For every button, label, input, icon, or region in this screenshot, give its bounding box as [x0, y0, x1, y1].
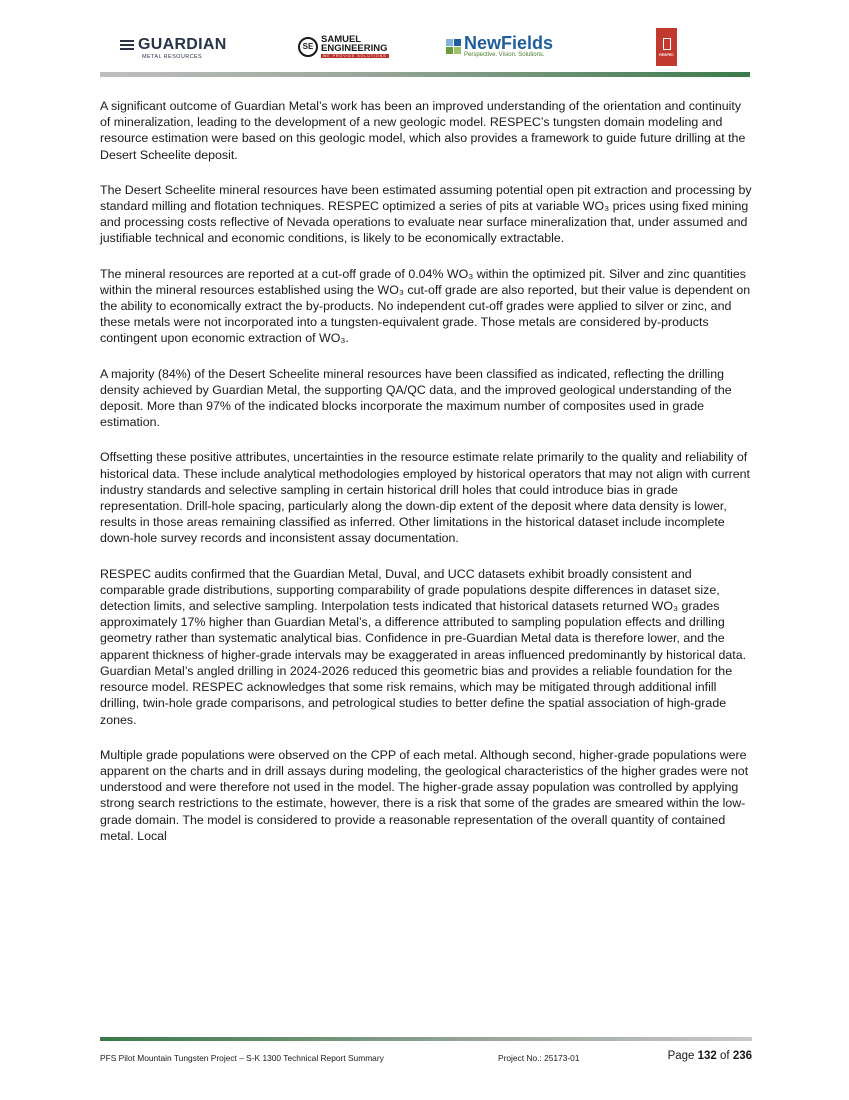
page-word: Page	[667, 1050, 695, 1062]
paragraph: A significant outcome of Guardian Metal’s work has been an improved understanding of the orientation and continuity of mineralization, leading to the development of a new geologic model. RESPEC’s tungsten domain modeling and resource estimation were based on this geologic model, which also provides a framework to guide future drilling at the Desert Scheelite deposit.	[100, 99, 746, 162]
respec-logo	[656, 28, 677, 66]
paragraph: The Desert Scheelite mineral resources have been estimated assuming potential open pit extraction and processing by standard milling and flotation techniques. RESPEC optimized a series of pits at variable WO₃ prices using fixed mining and processing costs reflective of Nevada operations to evaluate near surface mineralization that, under assumed and justifiable technical and economic conditions, is likely to be economically extractable.	[100, 182, 752, 246]
paragraph: Multiple grade populations were observed on the CPP of each metal. Although second, higher-grade populations were apparent on the charts and in drill assays during modeling, the geological characteristics of the higher grades were not understood and were therefore not used in the model. The higher-grade assay population was controlled by applying strong search restrictions to the estimate, however, there is a risk that some of the grades are smeared within the low-grade domain. The model is considered to provide a reasonable representation of the overall quantity of contained metal. Local	[100, 747, 749, 843]
samuel-logo-line1: SAMUEL	[321, 34, 362, 45]
page-number	[668, 1050, 752, 1062]
guardian-logo-subtitle: METAL RESOURCES	[142, 54, 203, 60]
paragraph: Offsetting these positive attributes, uncertainties in the resource estimate relate primarily to the quality and reliability of historical data. These include analytical methodologies employed by historical operators that may not align with current industry standards and selective sampling in certain historical drill holes that could introduce bias in grade representation. Drill-hole spacing, particularly along the down-dip extent of the deposit where data density is lower, results in those areas remaining classified as inferred. Other limitations in the historical dataset include incomplete down-hole survey records and inconsistent assay documentation.	[100, 450, 750, 546]
body-text	[100, 98, 752, 863]
respec-logo-name: RESPEC	[659, 52, 674, 57]
respec-mark-icon	[663, 38, 671, 50]
paragraph: A majority (84%) of the Desert Scheelite mineral resources have been classified as indicated, reflecting the drilling density achieved by Guardian Metal, the supporting QA/QC data, and the improved geological understanding of the deposit. More than 97% of the indicated blocks incorporate the maximum number of composites used in grade estimation.	[100, 366, 732, 430]
page-header	[100, 28, 750, 74]
samuel-logo-tagline: WE PROVIDE SOLUTIONS	[323, 54, 387, 58]
page-footer	[100, 1050, 752, 1066]
samuel-logo-line2: ENGINEERING	[321, 43, 388, 54]
of-word: of	[720, 1050, 730, 1062]
guardian-bars-icon	[120, 40, 134, 50]
guardian-logo	[120, 36, 227, 60]
page-total: 236	[732, 1050, 752, 1062]
se-circle-icon: SE	[298, 37, 318, 57]
samuel-engineering-logo	[298, 35, 389, 58]
paragraph: The mineral resources are reported at a cut-off grade of 0.04% WO₃ within the optimized pit. Silver and zinc quantities within the mineral resources established using the WO₃ cut-off grade are also reported, but their value is dependent on the ability to economically extract the by-products. No independent cut-off grades were applied to silver or zinc, and these metals were not incorporated into a tungsten-equivalent grade. Those metals are considered by-products contingent upon economic extraction of WO₃.	[100, 266, 751, 346]
footer-rule	[100, 1037, 752, 1041]
header-rule	[100, 72, 750, 77]
footer-report-title: PFS Pilot Mountain Tungsten Project – S-K 1300 Technical Report Summary	[100, 1053, 384, 1063]
newfields-logo	[446, 34, 553, 59]
newfields-logo-name: NewFields	[464, 33, 554, 53]
guardian-logo-name: GUARDIAN	[138, 36, 227, 53]
paragraph: RESPEC audits confirmed that the Guardian Metal, Duval, and UCC datasets exhibit broadly consistent and comparable grade distributions, supporting comparability of grade populations despite differences in dataset size, detection limits, and selective sampling. Interpolation tests indicated that historical datasets returned WO₃ grades approximately 17% higher than Guardian Metal’s, a difference attributed to sampling population effects and drilling geometry rather than systematic analytical bias. Confidence in pre-Guardian Metal data is therefore lower, and the apparent thickness of higher-grade intervals may be exaggerated in areas influenced predominantly by historical data. Guardian Metal’s angled drilling in 2024-2026 reduced this geometric bias and provides a reliable foundation for the resource model. RESPEC acknowledges that some risk remains, which may be mitigated through additional infill drilling, twin-hole grade comparisons, and petrological studies to better define the spatial association of high-grade zones.	[100, 566, 747, 727]
newfields-squares-icon	[446, 39, 461, 54]
page-current: 132	[697, 1050, 717, 1062]
footer-project-number: Project No.: 25173-01	[498, 1053, 580, 1063]
newfields-logo-tagline: Perspective. Vision. Solutions.	[464, 52, 545, 58]
